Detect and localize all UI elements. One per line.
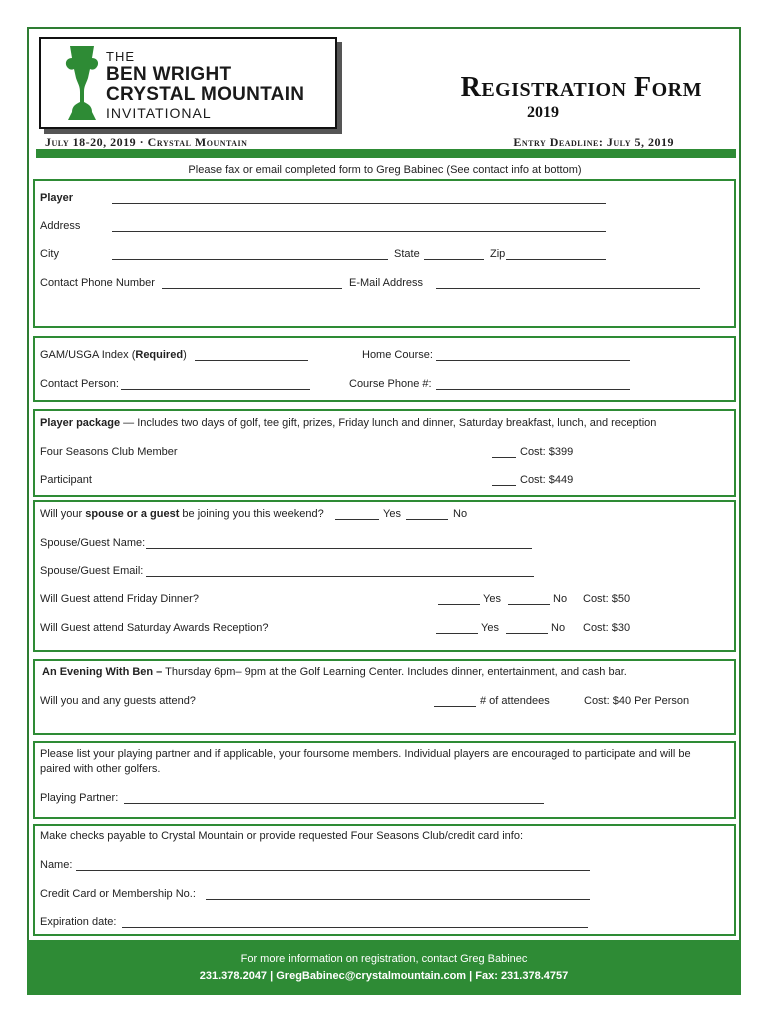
payment-instructions: Make checks payable to Crystal Mountain or provide requested Four Seasons Club/credit card info: [40,830,524,842]
saturday-cost: Cost: $30 [583,622,631,634]
attendees-field[interactable] [434,696,476,707]
participant-label: Participant [40,474,92,486]
gam-index-field[interactable] [195,350,308,361]
logo-line-2: CRYSTAL MOUNTAIN [106,84,305,105]
guest-question-pre: Will your [40,508,86,520]
evening-cost: Cost: $40 Per Person [584,695,690,707]
member-cost: Cost: $399 [520,446,574,458]
email-label: E-Mail Address [349,277,423,289]
address-label: Address [40,220,81,232]
playing-partner-label: Playing Partner: [40,792,119,804]
expiration-field[interactable] [122,917,588,928]
friday-no-field[interactable] [508,594,550,605]
saturday-no-label: No [551,622,566,634]
gam-index-label [40,349,187,361]
participant-cost: Cost: $449 [520,474,574,486]
saturday-reception-label: Will Guest attend Saturday Awards Reception? [40,622,269,634]
evening-header [42,666,627,678]
phone-field[interactable] [162,278,342,289]
gam-close-text: ) [183,349,187,361]
course-phone-label: Course Phone #: [349,378,432,390]
email-field[interactable] [436,278,700,289]
guest-no-label: No [453,508,468,520]
saturday-no-field[interactable] [506,623,548,634]
guest-question-bold: spouse or a guest [85,508,180,520]
friday-no-label: No [553,593,568,605]
card-number-field[interactable] [206,889,590,900]
phone-label: Contact Phone Number [40,277,155,289]
form-title: Registration Form [460,72,702,103]
payment-name-label: Name: [40,859,73,871]
friday-yes-field[interactable] [438,594,480,605]
payment-name-field[interactable] [76,860,590,871]
home-course-label: Home Course: [362,349,433,361]
package-title: Player package [40,417,121,429]
header-divider [36,149,736,158]
package-header [40,417,656,429]
course-phone-field[interactable] [436,379,630,390]
partner-text-line-2: paired with other golfers. [40,763,161,775]
address-field[interactable] [112,221,606,232]
home-course-field[interactable] [436,350,630,361]
logo-line-1: BEN WRIGHT [106,64,232,85]
fax-note: Please fax or email completed form to Greg Babinec (See contact info at bottom) [188,164,582,176]
guest-question [40,508,324,520]
logo-the: THE [106,49,135,64]
footer [27,940,741,995]
event-dates: July 18-20, 2019 · Crystal Mountain [45,135,248,149]
required-text: Required [135,349,184,361]
trophy-icon [62,44,102,122]
evening-question: Will you and any guests attend? [40,695,196,707]
footer-contact: 231.378.2047 | GregBabinec@crystalmountain.com | Fax: 231.378.4757 [199,970,569,982]
member-label: Four Seasons Club Member [40,446,178,458]
player-field[interactable] [112,193,606,204]
logo-line-3: INVITATIONAL [106,105,212,121]
guest-yes-field[interactable] [335,509,379,520]
attendees-label: # of attendees [480,695,550,707]
guest-name-field[interactable] [146,538,532,549]
saturday-yes-field[interactable] [436,623,478,634]
evening-title: An Evening With Ben – [42,666,163,678]
guest-no-field[interactable] [406,509,448,520]
friday-dinner-label: Will Guest attend Friday Dinner? [40,593,199,605]
logo-text [106,50,304,120]
gam-label-text: GAM/USGA Index ( [40,349,136,361]
participant-field[interactable] [492,475,516,486]
zip-label: Zip [490,248,506,260]
footer-info: For more information on registration, contact Greg Babinec [240,953,528,965]
guest-email-field[interactable] [146,566,534,577]
city-label: City [40,248,59,260]
zip-field[interactable] [506,249,606,260]
saturday-yes-label: Yes [481,622,499,634]
city-field[interactable] [112,249,388,260]
guest-email-label: Spouse/Guest Email: [40,565,144,577]
state-label: State [394,248,420,260]
evening-description: Thursday 6pm– 9pm at the Golf Learning Center. Includes dinner, entertainment, and cash bar. [162,666,627,678]
card-number-label: Credit Card or Membership No.: [40,888,196,900]
package-description: — Includes two days of golf, tee gift, prizes, Friday lunch and dinner, Saturday breakfast, lunch, and reception [120,417,657,429]
friday-yes-label: Yes [483,593,501,605]
guest-yes-label: Yes [383,508,401,520]
contact-person-field[interactable] [121,379,310,390]
index-section [33,336,736,402]
friday-cost: Cost: $50 [583,593,631,605]
expiration-label: Expiration date: [40,916,117,928]
guest-name-label: Spouse/Guest Name: [40,537,146,549]
member-field[interactable] [492,447,516,458]
player-label: Player [40,192,74,204]
guest-question-post: be joining you this weekend? [179,508,324,520]
entry-deadline: Entry Deadline: July 5, 2019 [513,135,674,149]
state-field[interactable] [424,249,484,260]
partner-text-line-1: Please list your playing partner and if applicable, your foursome members. Individual players are encouraged to participate and will be [40,748,691,760]
form-year: 2019 [527,104,559,121]
playing-partner-field[interactable] [124,793,544,804]
contact-person-label: Contact Person: [40,378,119,390]
